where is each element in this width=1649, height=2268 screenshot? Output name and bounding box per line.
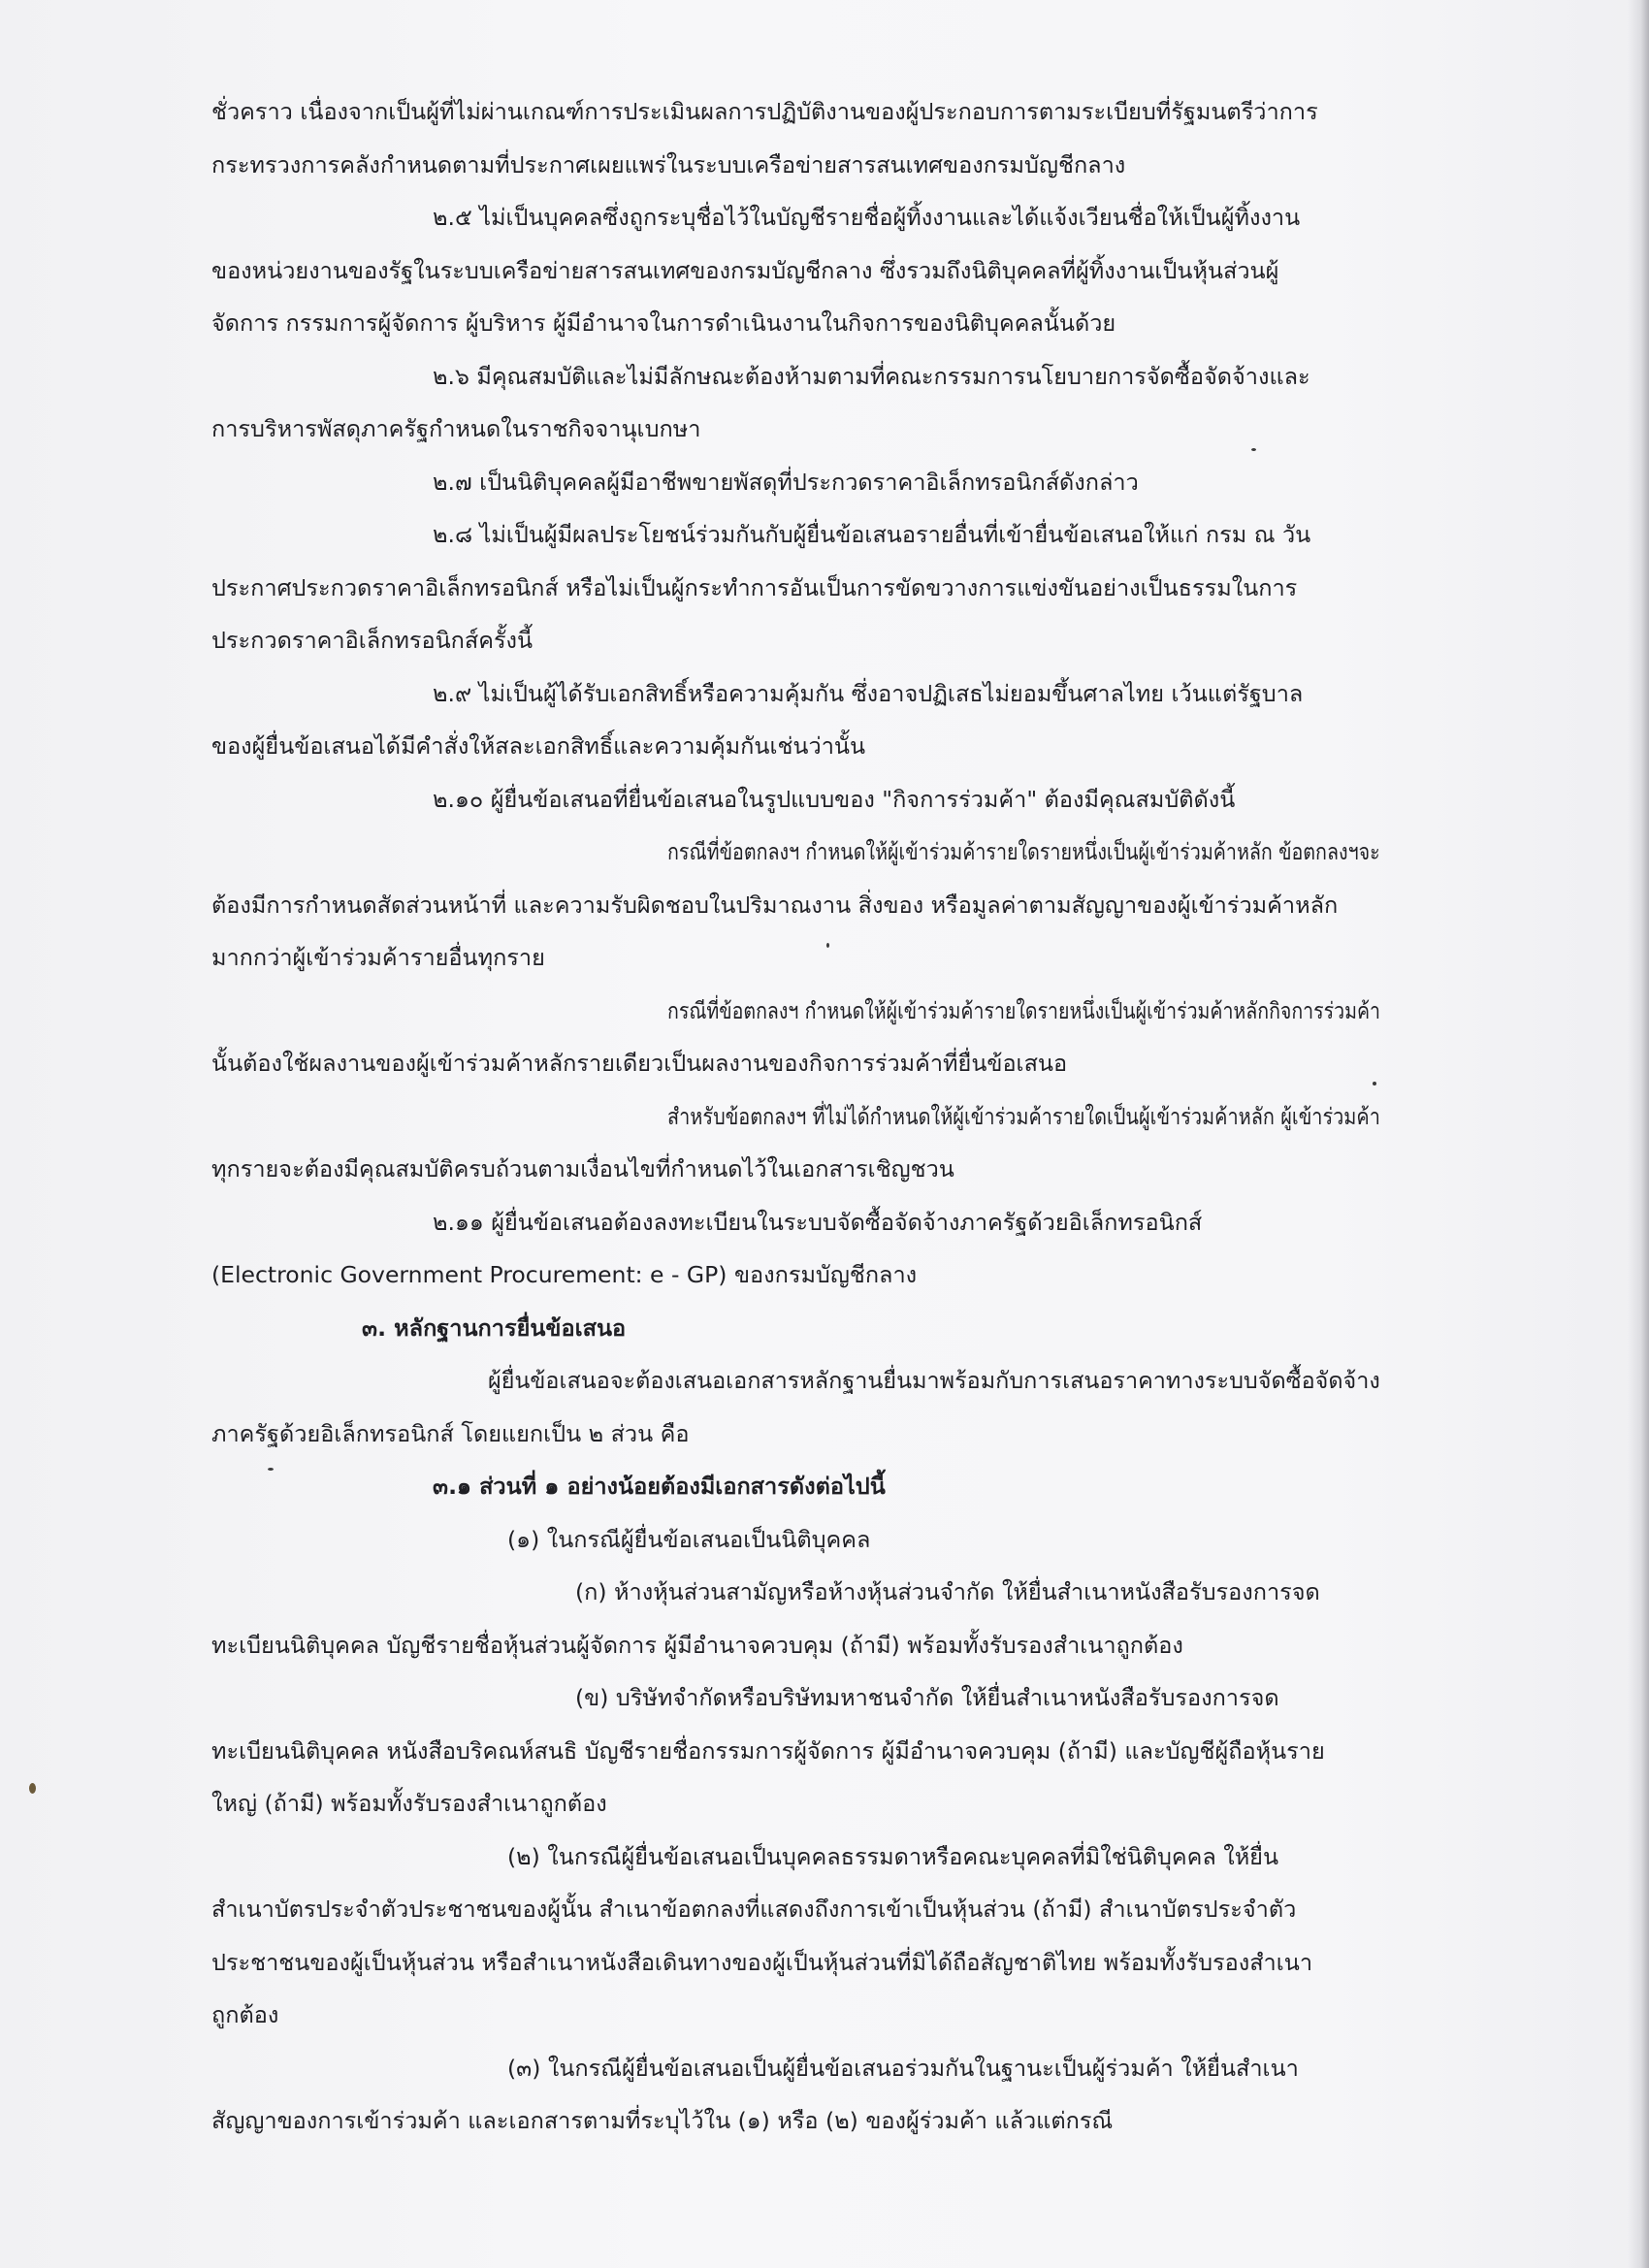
scan-speck xyxy=(1251,448,1256,451)
item-1: (๑) ในกรณีผู้ยื่นข้อเสนอเป็นนิติบุคคล xyxy=(507,1525,871,1553)
text-line: ทุกรายจะต้องมีคุณสมบัติครบถ้วนตามเงื่อนไขที่กำหนดไว้ในเอกสารเชิญชวน xyxy=(211,1155,954,1183)
text-line: ต้องมีการกำหนดสัดส่วนหน้าที่ และความรับผิดชอบในปริมาณงาน สิ่งของ หรือมูลค่าตามสัญญาของผู้เข้าร่วมค้าหลัก xyxy=(211,891,1339,919)
section-3-heading: ๓. หลักฐานการยื่นข้อเสนอ xyxy=(362,1313,627,1342)
text-line: ประกวดราคาอิเล็กทรอนิกส์ครั้งนี้ xyxy=(211,627,534,654)
text-line: การบริหารพัสดุภาครัฐกำหนดในราชกิจจานุเบกษา xyxy=(211,415,701,442)
scan-speck xyxy=(826,943,829,948)
clause-2-8: ๒.๘ ไม่เป็นผู้มีผลประโยชน์ร่วมกันกับผู้ยื่นข้อเสนอรายอื่นที่เข้ายื่นข้อเสนอให้แก่ กรม ณ วัน xyxy=(433,521,1311,548)
clause-2-5: ๒.๕ ไม่เป็นบุคคลซึ่งถูกระบุชื่อไว้ในบัญชีรายชื่อผู้ทิ้งงานและได้แจ้งเวียนชื่อให้เป็นผู้ทิ้งงาน xyxy=(433,204,1301,231)
item-3: (๓) ในกรณีผู้ยื่นข้อเสนอเป็นผู้ยื่นข้อเสนอร่วมกันในฐานะเป็นผู้ร่วมค้า ให้ยื่นสำเนา xyxy=(507,2054,1299,2082)
text-line: สำเนาบัตรประจำตัวประชาชนของผู้นั้น สำเนาข้อตกลงที่แสดงถึงการเข้าเป็นหุ้นส่วน (ถ้ามี) สำเนาบัตรประจำตัว xyxy=(211,1895,1297,1923)
text-line: สัญญาของการเข้าร่วมค้า และเอกสารตามที่ระบุไว้ใน (๑) หรือ (๒) ของผู้ร่วมค้า แล้วแต่กรณี xyxy=(211,2107,1114,2134)
text-line: จัดการ กรรมการผู้จัดการ ผู้บริหาร ผู้มีอำนาจในการดำเนินงานในกิจการของนิติบุคคลนั้นด้วย xyxy=(211,309,1116,337)
text-line: ภาครัฐด้วยอิเล็กทรอนิกส์ โดยแยกเป็น ๒ ส่วน คือ xyxy=(211,1419,690,1447)
item-1-a: (ก) ห้างหุ้นส่วนสามัญหรือห้างหุ้นส่วนจำกัด ให้ยื่นสำเนาหนังสือรับรองการจด xyxy=(575,1578,1320,1605)
clause-2-7: ๒.๗ เป็นนิติบุคคลผู้มีอาชีพขายพัสดุที่ประกวดราคาอิเล็กทรอนิกส์ดังกล่าว xyxy=(433,468,1139,496)
text-line: นั้นต้องใช้ผลงานของผู้เข้าร่วมค้าหลักรายเดียวเป็นผลงานของกิจการร่วมค้าที่ยื่นข้อเสนอ xyxy=(211,1050,1068,1077)
text-line: กรณีที่ข้อตกลงฯ กำหนดให้ผู้เข้าร่วมค้ารายใดรายหนึ่งเป็นผู้เข้าร่วมค้าหลัก ข้อตกลงฯจะ xyxy=(667,838,1380,865)
text-line: ทะเบียนนิติบุคคล บัญชีรายชื่อหุ้นส่วนผู้จัดการ ผู้มีอำนาจควบคุม (ถ้ามี) พร้อมทั้งรับรองสำเนาถูกต้อง xyxy=(211,1631,1183,1659)
text-line: ประชาชนของผู้เป็นหุ้นส่วน หรือสำเนาหนังสือเดินทางของผู้เป็นหุ้นส่วนที่มิได้ถือสัญชาติไทย พร้อมทั้งรับรองสำเนา xyxy=(211,1948,1313,1976)
text-line: (Electronic Government Procurement: e - GP) ของกรมบัญชีกลาง xyxy=(211,1261,918,1288)
text-line: ของหน่วยงานของรัฐในระบบเครือข่ายสารสนเทศของกรมบัญชีกลาง ซึ่งรวมถึงนิติบุคคลที่ผู้ทิ้งงานเป็นหุ้นส่วนผู้ xyxy=(211,256,1279,284)
scan-speck xyxy=(29,1783,36,1794)
text-line: มากกว่าผู้เข้าร่วมค้ารายอื่นทุกราย xyxy=(211,944,545,971)
text-line: ของผู้ยื่นข้อเสนอได้มีคำสั่งให้สละเอกสิทธิ์และความคุ้มกันเช่นว่านั้น xyxy=(211,732,866,760)
text-line: สำหรับข้อตกลงฯ ที่ไม่ได้กำหนดให้ผู้เข้าร่วมค้ารายใดเป็นผู้เข้าร่วมค้าหลัก ผู้เข้าร่วมค้า xyxy=(667,1102,1380,1130)
clause-2-6: ๒.๖ มีคุณสมบัติและไม่มีลักษณะต้องห้ามตามที่คณะกรรมการนโยบายการจัดซื้อจัดจ้างและ xyxy=(433,362,1310,390)
text-line: กระทรวงการคลังกำหนดตามที่ประกาศเผยแพร่ในระบบเครือข่ายสารสนเทศของกรมบัญชีกลาง xyxy=(211,150,1126,178)
scan-speck xyxy=(1373,1082,1376,1085)
clause-2-10: ๒.๑๐ ผู้ยื่นข้อเสนอที่ยื่นข้อเสนอในรูปแบบของ "กิจการร่วมค้า" ต้องมีคุณสมบัติดังนี้ xyxy=(433,785,1236,813)
text-line: ทะเบียนนิติบุคคล หนังสือบริคณห์สนธิ บัญชีรายชื่อกรรมการผู้จัดการ ผู้มีอำนาจควบคุม (ถ้ามี) และบัญชีผู้ถือหุ้นราย xyxy=(211,1736,1325,1765)
page-edge-shadow xyxy=(1628,0,1649,2268)
text-line: ชั่วคราว เนื่องจากเป็นผู้ที่ไม่ผ่านเกณฑ์การประเมินผลการปฏิบัติงานของผู้ประกอบการตามระเบียบที่รัฐมนตรีว่าการ xyxy=(211,98,1318,125)
text-line: ผู้ยื่นข้อเสนอจะต้องเสนอเอกสารหลักฐานยื่นมาพร้อมกับการเสนอราคาทางระบบจัดซื้อจัดจ้าง xyxy=(488,1367,1380,1394)
item-1-b: (ข) บริษัทจำกัดหรือบริษัทมหาชนจำกัด ให้ยื่นสำเนาหนังสือรับรองการจด xyxy=(575,1684,1279,1711)
text-line: ใหญ่ (ถ้ามี) พร้อมทั้งรับรองสำเนาถูกต้อง xyxy=(211,1790,607,1817)
item-2: (๒) ในกรณีผู้ยื่นข้อเสนอเป็นบุคคลธรรมดาหรือคณะบุคคลที่มิใช่นิติบุคคล ให้ยื่น xyxy=(507,1842,1279,1870)
clause-2-11: ๒.๑๑ ผู้ยื่นข้อเสนอต้องลงทะเบียนในระบบจัดซื้อจัดจ้างภาครัฐด้วยอิเล็กทรอนิกส์ xyxy=(433,1208,1203,1236)
text-line: ถูกต้อง xyxy=(211,2001,279,2028)
scan-speck xyxy=(268,1468,274,1471)
text-line: กรณีที่ข้อตกลงฯ กำหนดให้ผู้เข้าร่วมค้ารายใดรายหนึ่งเป็นผู้เข้าร่วมค้าหลักกิจการร่วมค้า xyxy=(667,996,1380,1024)
text-line: ประกาศประกวดราคาอิเล็กทรอนิกส์ หรือไม่เป็นผู้กระทำการอันเป็นการขัดขวางการแข่งขันอย่างเป็นธรรมในการ xyxy=(211,573,1298,601)
section-3-1-heading: ๓.๑ ส่วนที่ ๑ อย่างน้อยต้องมีเอกสารดังต่อไปนี้ xyxy=(433,1473,886,1500)
clause-2-9: ๒.๙ ไม่เป็นผู้ได้รับเอกสิทธิ์หรือความคุ้มกัน ซึ่งอาจปฏิเสธไม่ยอมขึ้นศาลไทย เว้นแต่รัฐบาล xyxy=(433,679,1304,707)
document-body xyxy=(211,85,1380,2148)
